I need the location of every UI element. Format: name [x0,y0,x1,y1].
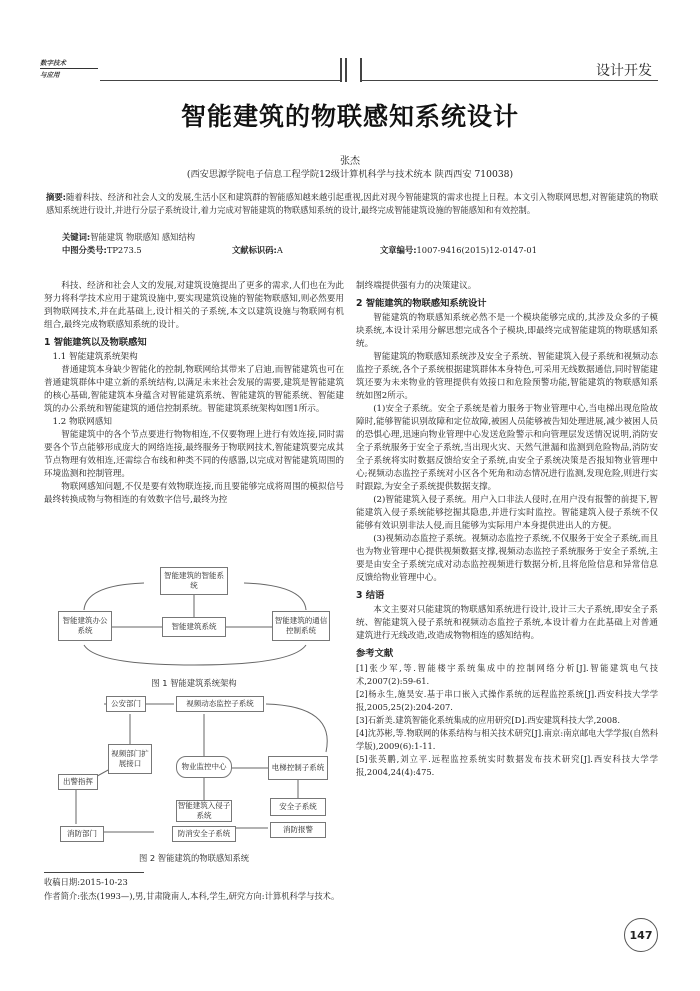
fig2-node-police: 公安部门 [106,696,146,712]
right-column [356,280,658,779]
paragraph: 制终端提供强有力的决策建议。 [356,281,477,291]
abstract-label: 摘要: [46,192,67,202]
fig2-node-fire-dept: 消防部门 [60,826,104,842]
journal-logo [40,57,98,85]
fig2-node-fire-safety: 防消安全子系统 [172,826,236,842]
fig2-node-fire-alarm: 消防报警 [270,822,326,838]
author: 张杰 [340,156,360,167]
paper-title: 智能建筑的物联感知系统设计 [180,102,519,131]
connector [84,583,144,610]
paragraph: 智能建筑的物联感知系统涉及安全子系统、智能建筑入侵子系统和视频动态监控子系统,各个子系统根据建筑群体本身特色,可采用无线数据通信,同时智能建筑还要为未来物业的管理提供有效接口和危险预警功能,智能建筑的物联感知系统如图2所示。 [356,352,658,401]
article-number [380,244,537,256]
header-bar [345,58,347,82]
connector [244,583,306,610]
header-rule-right [362,80,658,81]
fig1-node-office-system: 智能建筑办公系统 [58,611,112,641]
fig2-node-property-center: 物业监控中心 [176,756,232,778]
footnote-rule [44,872,144,873]
fig1-node-building-system: 智能建筑系统 [162,617,226,637]
section-heading: 1 智能建筑以及物联感知 [44,337,147,348]
header-rule-left [100,80,340,81]
keywords-label: 关键词: [62,232,91,242]
figure-2-caption: 图 2 智能建筑的物联感知系统 [138,853,250,863]
author-bio: 作者简介:张杰(1993—),男,甘肃陇南人,本科,学生,研究方向:计算机科学与技术。 [44,891,340,901]
fig2-node-video-monitor: 视频动态监控子系统 [176,696,264,712]
paragraph: 智能建筑中的各个节点要进行物物相连,不仅要物理上进行有效连接,同时需要各个节点能够形成庞大的网络连接,最终服务于物联网技术,智能建筑要完成其节点物理有效相连,还需综合布线和种类不同的传感器,以完成对智能建筑周围的环境监测和控制管理。 [44,430,344,479]
reference-item: [1]张少军,等.智能楼宇系统集成中的控制网络分析[J].智能建筑电气技术,2007(2):59-61. [356,663,658,686]
figure-2-diagram [56,692,342,848]
logo-line1: 数字技术 [40,57,98,69]
abstract [46,191,658,217]
fig2-node-elevator-control: 电梯控制子系统 [268,756,328,780]
figure-1-caption: 图 1 智能建筑系统架构 [151,678,237,688]
paragraph: 普通建筑本身缺少智能化的控制,物联网给其带来了启迪,而智能建筑也可在普通建筑群体中建立新的系统结构,以满足未来社会发展的需要,建筑是智能建筑的核心基础,智能建筑本身蕴含对智能建筑系统、智能建筑的智能系统、智能建筑的办公系统和智能建筑的通信控制系统。智能建筑系统架构如图1所示。 [44,365,344,414]
page-number: 147 [629,928,653,942]
section-heading: 2 智能建筑的物联感知系统设计 [356,298,487,309]
references-heading: 参考文献 [356,648,394,659]
doc-value: A [276,245,283,255]
paragraph: 物联网感知问题,不仅是要有效物联连接,而且要能够完成将周围的模拟信号最终转换成物与物相连的有效数字信号,最终为控 [44,482,344,505]
fig1-node-comm-control-system: 智能建筑的通信控制系统 [272,611,330,641]
left-column [44,280,344,507]
figure-1-diagram [56,565,332,675]
fig2-node-dispatch: 出警指挥 [58,774,98,790]
connector [266,704,327,752]
fig1-node-smart-system: 智能建筑的智能系统 [160,567,228,595]
fig2-node-video-extension: 视频部门扩展接口 [108,744,152,774]
article-value: 1007-9416(2015)12-0147-01 [416,245,537,255]
reference-item: [3]石新美.建筑智能化系统集成的应用研究[D].西安建筑科技大学,2008. [356,715,620,725]
keywords-text: 智能建筑 物联感知 感知结构 [90,232,196,242]
doc-code [232,244,283,256]
fig2-node-intrusion: 智能建筑入侵子系统 [177,801,231,820]
section-tag: 设计开发 [596,63,652,79]
section-heading: 3 结语 [356,590,385,601]
clc-value: TP273.5 [106,245,142,255]
paragraph: (2)智能建筑入侵子系统。用户入口非法人侵时,在用户没有报警的前提下,智能建筑入侵子系统能够挖掘其隐患,并进行实时监控。智能建筑入侵子系统不仅能够有效识别非法人侵,而且能够为实际用户本身提供进出人的方便。 [356,495,658,531]
keywords [62,231,195,243]
header-bar [340,58,342,82]
paragraph: 本文主要对只能建筑的物联感知系统进行设计,设计三大子系统,即安全子系统、智能建筑入侵子系统和视频动态监控子系统,本设计着力在此基础上对普通建筑进行无线改造,改造成物物相连的感知结构。 [356,605,658,641]
paragraph: 科技、经济和社会人文的发展,对建筑设施提出了更多的需求,人们也在为此努力将科学技术应用于建筑设施中,要实现建筑设施的智能物联感知,则必然要用到物联网技术,并在此基础上,设计相关的子系统,本文以建筑设施与物联网有机组合,最终完成物联感知系统的设计。 [44,281,344,330]
reference-item: [2]杨永生,施昊安.基于串口嵌入式操作系统的远程监控系统[J].西安科技大学学报,2005,25(2):204-207. [356,689,658,712]
reference-item: [5]张英鹏,刘立平.远程监控系统实时数据发布技术研究[J].西安科技大学学报,2004,24(4):475. [356,754,658,777]
subsection-heading: 1.2 物联网感知 [52,417,112,427]
received-date: 收稿日期:2015-10-23 [44,877,128,887]
doc-label: 文献标识码: [232,245,277,255]
reference-item: [4]沈苏彬,等.物联网的体系结构与相关技术研究[J].南京:南京邮电大学学报(自然科学版),2009(6):1-11. [356,728,658,751]
connector [84,645,306,665]
subsection-heading: 1.1 智能建筑系统架构 [52,352,138,362]
article-label: 文章编号: [380,245,417,255]
paragraph: (1)安全子系统。安全子系统是着力服务于物业管理中心,当电梯出现危险故障时,能够智能识别故障和定位故障,被困人员能够被告知处理进展,减少被困人员的恐惧心理,迅速向物业管理中心发送危险警示和向管理层发送情况说明,消防安全子系统服务于安全子系统,当出现火灾、天然气泄漏和监测到危险物品,消防安全子系统将实时数据反馈给安全子系统,由安全子系统决策是否报知物业管理中心;视频动态监控子系统对小区各个死角和动态情况进行监测,发现危险,则进行实时跟踪,为安全子系统提供数据支撑。 [356,404,658,492]
paragraph: (3)视频动态监控子系统。视频动态监控子系统,不仅服务于安全子系统,而且也为物业管理中心提供视频数据支撑,视频动态监控子系统服务于安全子系统,主要是由安全子系统完成对动态监控视频进行数据分析,且将危险信息和异常信息反馈给物业管理中心。 [356,534,658,583]
clc-number [62,244,142,256]
affiliation: (西安思源学院电子信息工程学院12级计算机科学与技术统本 陕西西安 710038) [186,169,514,180]
fig2-node-safety: 安全子系统 [270,798,326,816]
clc-label: 中图分类号: [62,245,107,255]
logo-line2: 与应用 [40,71,60,79]
abstract-text: 随着科技、经济和社会人文的发展,生活小区和建筑群的智能感知越来越引起重视,因此对现今智能建筑的需求也提上日程。本文引入物联网思想,对智能建筑的物联感知系统进行设计,并进行分层子系统设计,着力完成对智能建筑的物联感知系统的设计,最终完成智能建筑设施的智能感知和有效控制。 [46,192,659,215]
page-number-badge [624,918,658,952]
paragraph: 智能建筑的物联感知系统必然不是一个模块能够完成的,其涉及众多的子模块系统,本设计采用分解思想完成各个子模块,即最终完成智能建筑的物联感知系统。 [356,313,658,349]
header-bar [360,58,362,82]
